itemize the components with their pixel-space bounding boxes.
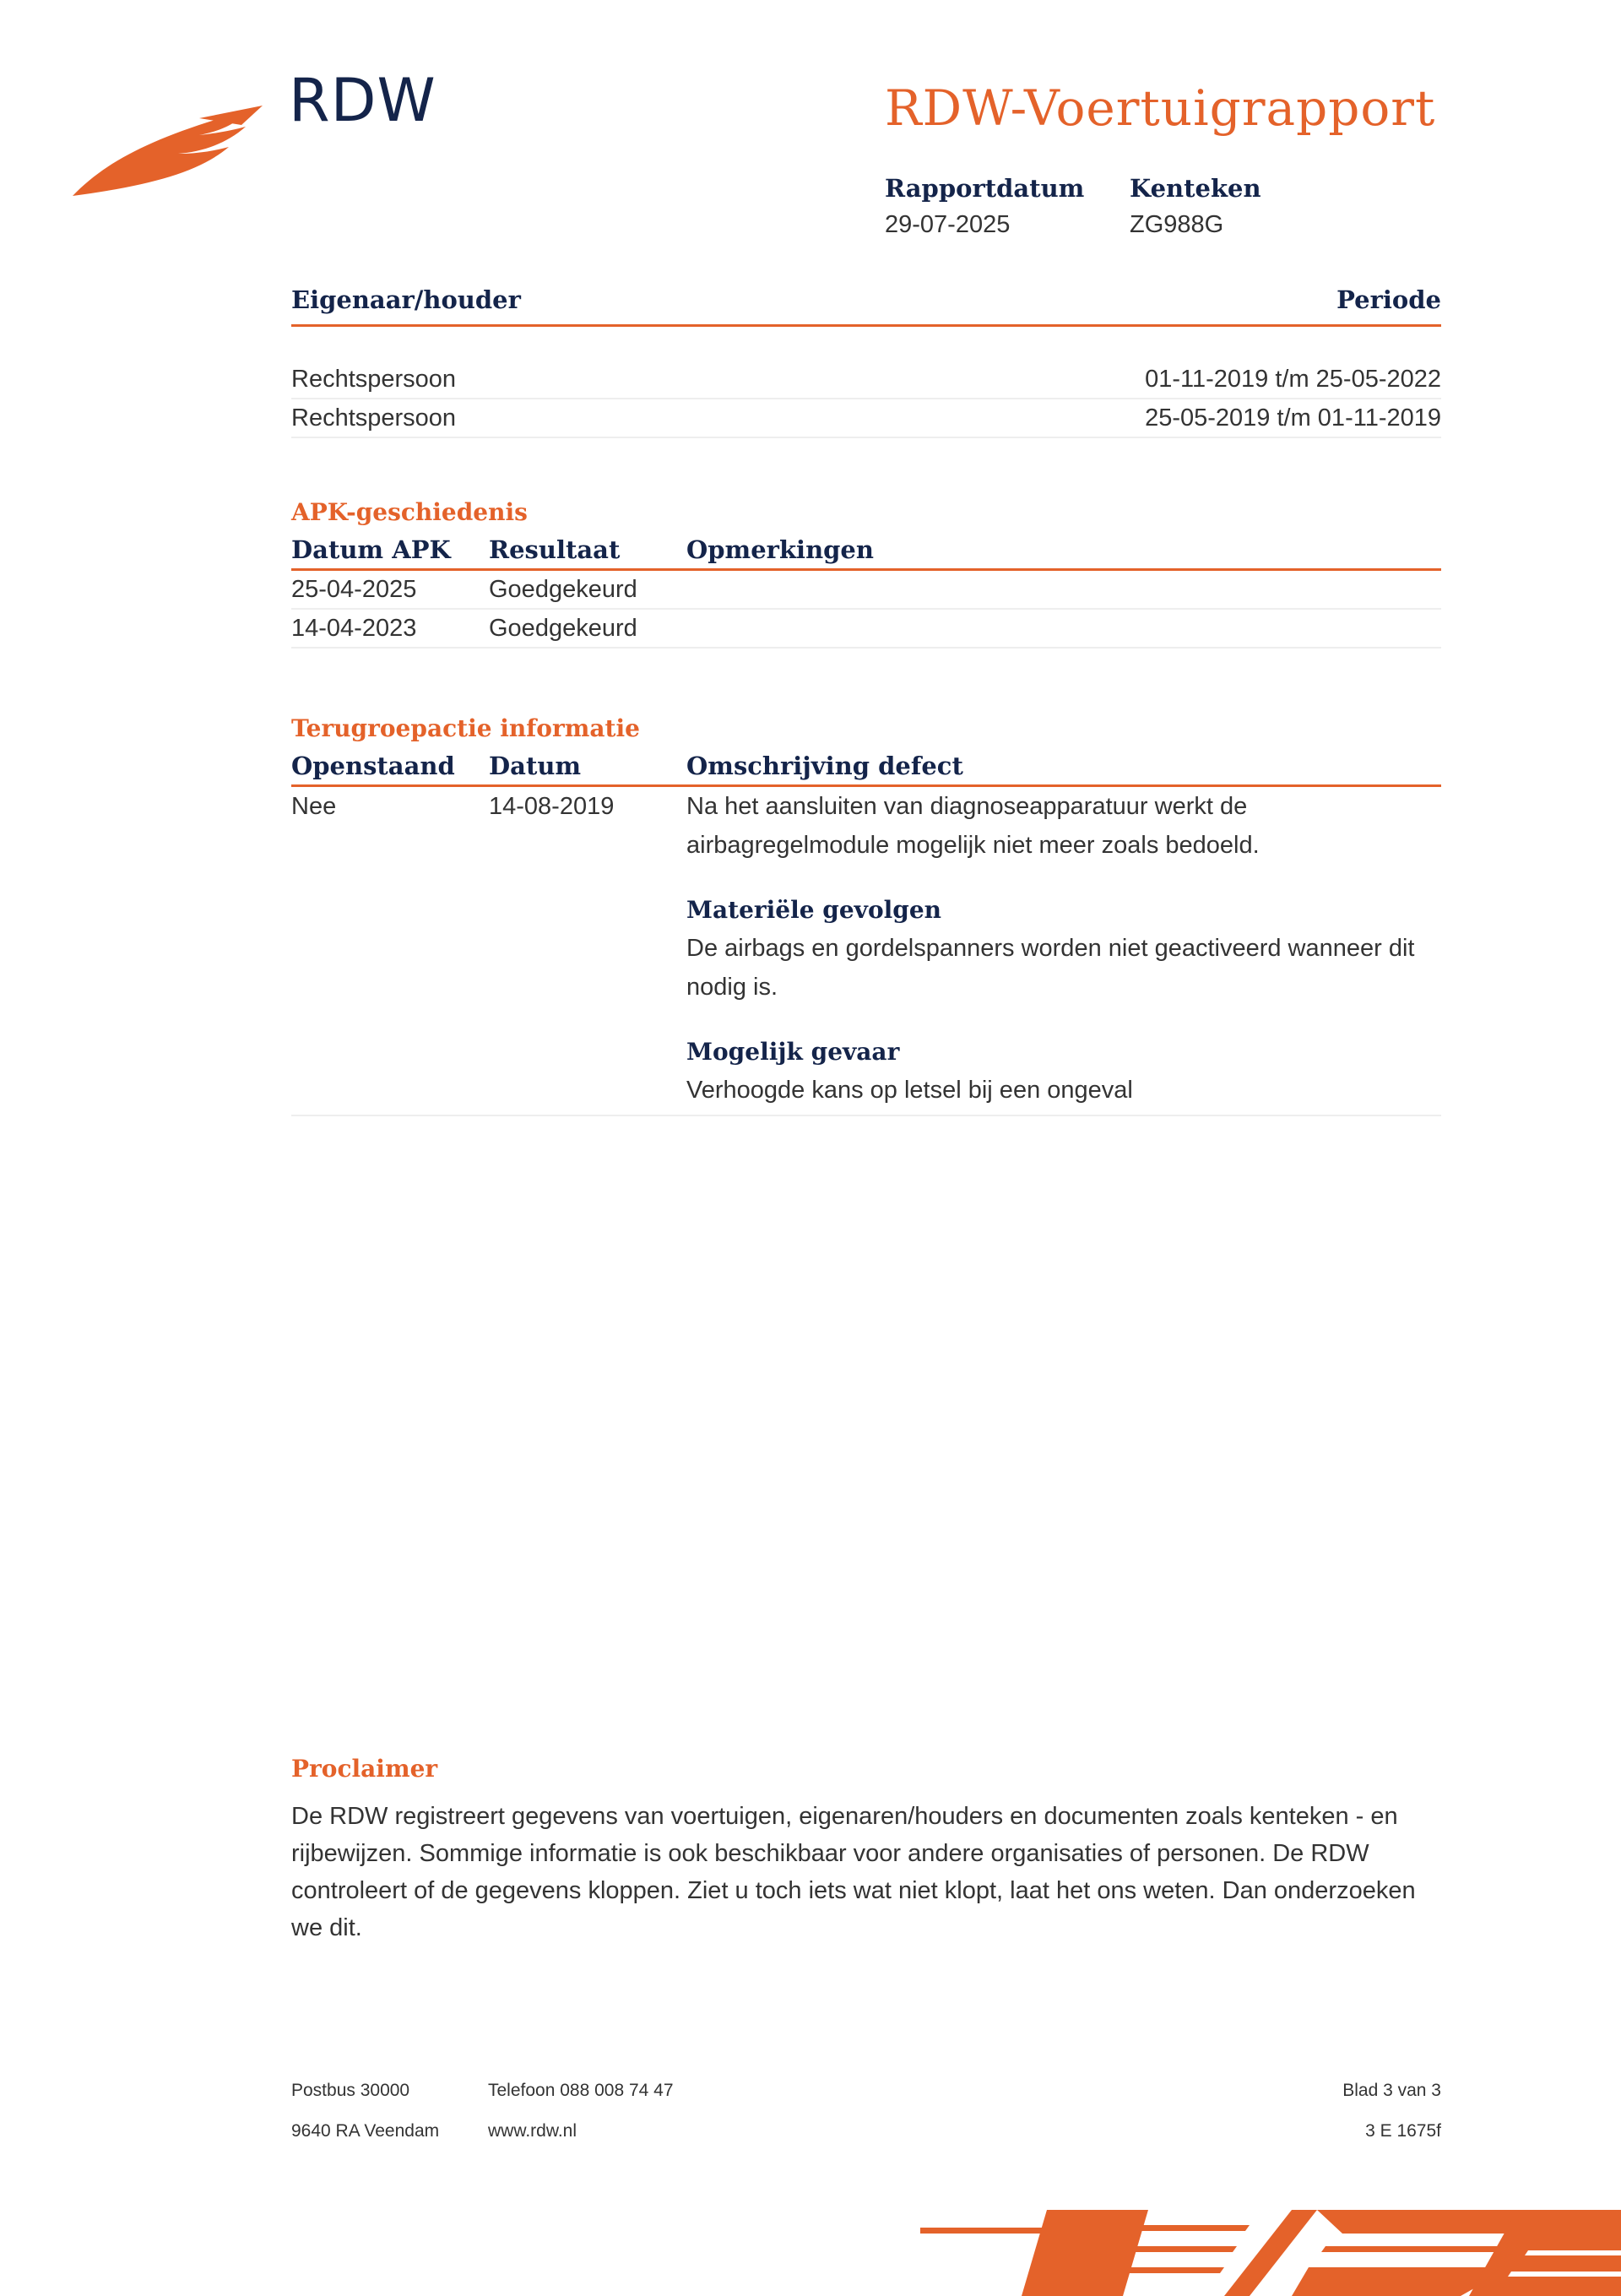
owner-column-header: Eigenaar/houder [291,285,521,314]
proclaimer-line: De RDW registreert gegevens van voertuigen, eigenaren/houders en documenten zoals kenteken - en [291,1803,1398,1830]
owner-cell: Rechtspersoon [291,404,457,432]
recall-date-cell: 14-08-2019 [489,793,615,820]
proclaimer-text [291,1798,1441,1946]
proclaimer-line: we dit. [291,1914,362,1941]
apk-remarks-header: Opmerkingen [686,535,874,564]
apk-result-cell: Goedgekeurd [489,615,637,642]
proclaimer-section [291,1755,1441,1946]
apk-header [291,531,1441,571]
apk-date-header: Datum APK [291,535,451,564]
document-title: RDW-Voertuigrapport [885,79,1436,137]
footer-phone: Telefoon 088 008 74 47 [488,2081,674,2100]
proclaimer-title: Proclaimer [291,1755,438,1783]
owners-header [291,285,1441,327]
logo-text: RDW [289,66,436,135]
footer-web: www.rdw.nl [488,2121,577,2141]
period-cell: 01-11-2019 t/m 25-05-2022 [1145,366,1441,393]
apk-row [291,571,1441,610]
recall-defect-header: Omschrijving defect [686,752,963,780]
apk-date-cell: 14-04-2023 [291,615,417,642]
proclaimer-line: controleert of de gegevens kloppen. Ziet u toch iets wat niet klopt, laat het ons weten. Dan onderzoeken [291,1877,1416,1904]
report-date-label: Rapportdatum [885,174,1085,203]
period-column-header: Periode [1336,285,1441,314]
owner-row [291,399,1441,438]
owners-section [291,285,1441,438]
recall-open-header: Openstaand [291,752,455,780]
defect-text-line: Na het aansluiten van diagnoseapparatuur werkt de [686,793,1248,820]
footer-postbus: Postbus 30000 [291,2081,410,2100]
footer-page: Blad 3 van 3 [1342,2081,1441,2100]
defect-text-line: airbagregelmodule mogelijk niet meer zoals bedoeld. [686,832,1260,859]
footer-code: 3 E 1675f [1365,2121,1441,2141]
owner-row [291,361,1441,399]
apk-section [291,498,1441,649]
recall-section [291,714,1441,1116]
owner-cell: Rechtspersoon [291,366,457,393]
recall-details [686,787,1441,1110]
recall-open-cell: Nee [291,793,337,820]
consequences-text-line: De airbags en gordelspanners worden niet geactiveerd wanneer dit [686,935,1415,962]
report-date-value: 29-07-2025 [885,211,1011,238]
apk-result-cell: Goedgekeurd [489,576,637,603]
footer-city: 9640 RA Veendam [291,2121,440,2141]
apk-date-cell: 25-04-2025 [291,576,417,603]
apk-title: APK-geschiedenis [291,498,528,526]
recall-header [291,747,1441,787]
apk-row [291,610,1441,649]
apk-result-header: Resultaat [489,535,621,564]
decorative-stripes-icon [920,2200,1621,2296]
consequences-label: Materiële gevolgen [686,896,942,924]
rdw-logo-icon [73,101,267,211]
proclaimer-line: rijbewijzen. Sommige informatie is ook beschikbaar voor andere organisaties of personen. De RDW [291,1840,1369,1867]
plate-label: Kenteken [1130,174,1261,203]
danger-text: Verhoogde kans op letsel bij een ongeval [686,1077,1133,1104]
apk-remarks-cell [686,571,1441,608]
recall-date-header: Datum [489,752,582,780]
plate-value: ZG988G [1130,211,1224,238]
period-cell: 25-05-2019 t/m 01-11-2019 [1145,404,1441,432]
consequences-text-line: nodig is. [686,974,778,1001]
recall-title: Terugroepactie informatie [291,714,640,742]
apk-remarks-cell [686,610,1441,647]
recall-row [291,787,1441,1116]
danger-label: Mogelijk gevaar [686,1038,900,1066]
